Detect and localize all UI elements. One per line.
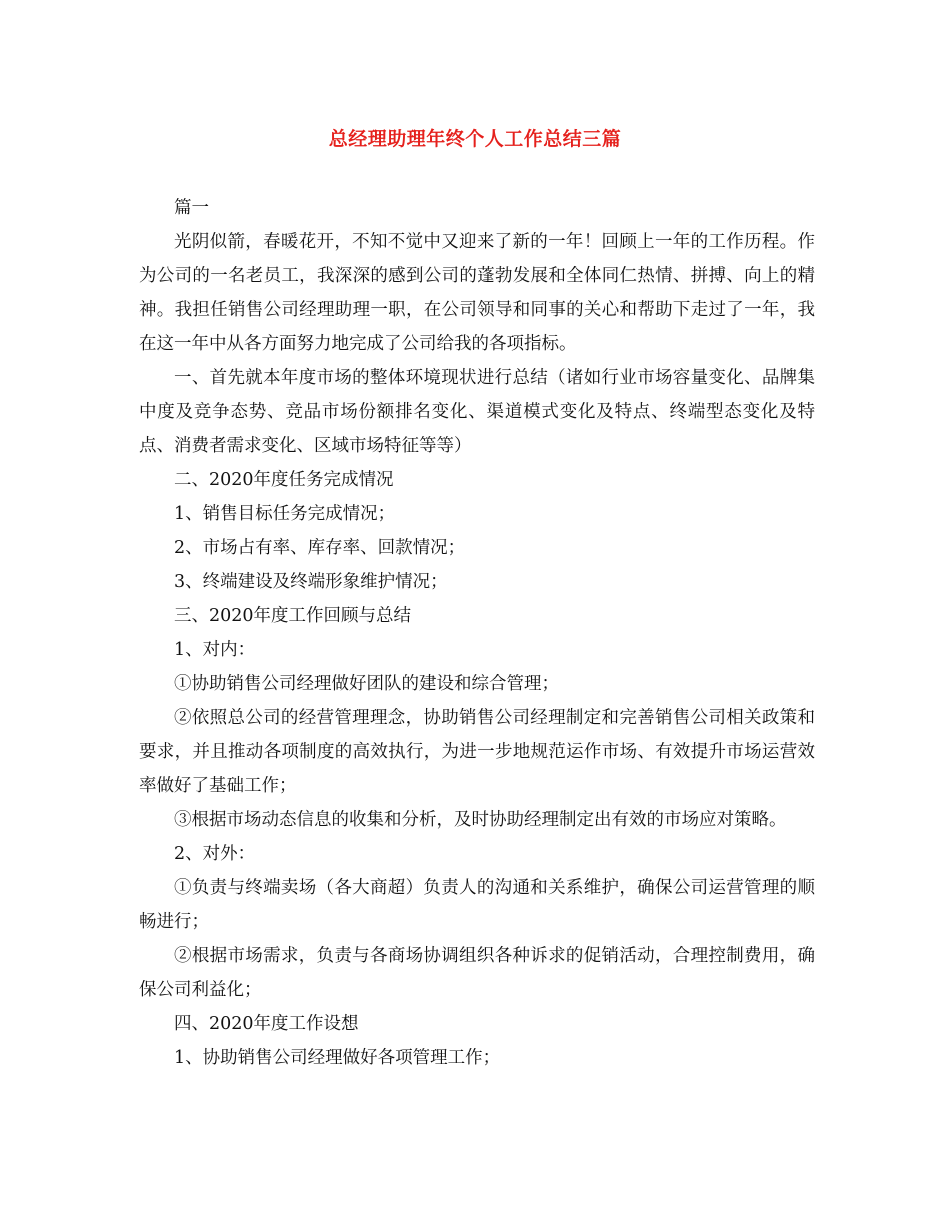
paragraph: ①负责与终端卖场（各大商超）负责人的沟通和关系维护，确保公司运营管理的顺畅进行； <box>139 878 815 932</box>
document-title: 总经理助理年终个人工作总结三篇 <box>328 128 622 150</box>
paragraph: 一、首先就本年度市场的整体环境现状进行总结（诸如行业市场容量变化、品牌集中度及竞争态势、竞品市场份额排名变化、渠道模式变化及特点、终端型态变化及特点、消费者需求变化、区域市场特征等等） <box>139 368 815 456</box>
paragraph: 2、市场占有率、库存率、回款情况； <box>174 538 466 558</box>
paragraph: 篇一 <box>174 198 209 218</box>
paragraph: ③根据市场动态信息的收集和分析，及时协助经理制定出有效的市场应对策略。 <box>174 810 787 830</box>
paragraph: 1、对内： <box>174 640 256 660</box>
document-body <box>139 191 815 1075</box>
paragraph: 2、对外： <box>174 844 256 864</box>
paragraph: 四、2020年度工作设想 <box>174 1014 359 1034</box>
paragraph: 1、协助销售公司经理做好各项管理工作； <box>174 1048 501 1068</box>
paragraph: ②依照总公司的经营管理理念，协助销售公司经理制定和完善销售公司相关政策和要求，并且推动各项制度的高效执行，为进一步地规范运作市场、有效提升市场运营效率做好了基础工作； <box>139 708 815 796</box>
paragraph: 3、终端建设及终端形象维护情况； <box>174 572 448 592</box>
paragraph: 三、2020年度工作回顾与总结 <box>174 606 412 626</box>
paragraph: ①协助销售公司经理做好团队的建设和综合管理； <box>174 674 559 694</box>
paragraph: 光阴似箭，春暖花开，不知不觉中又迎来了新的一年！回顾上一年的工作历程。作为公司的一名老员工，我深深的感到公司的蓬勃发展和全体同仁热情、拼搏、向上的精神。我担任销售公司经理助理一职，在公司领导和同事的关心和帮助下走过了一年，我在这一年中从各方面努力地完成了公司给我的各项指标。 <box>139 232 815 354</box>
paragraph: 1、销售目标任务完成情况； <box>174 504 396 524</box>
paragraph: ②根据市场需求，负责与各商场协调组织各种诉求的促销活动，合理控制费用，确保公司利益化； <box>139 946 815 1000</box>
paragraph: 二、2020年度任务完成情况 <box>174 470 394 490</box>
